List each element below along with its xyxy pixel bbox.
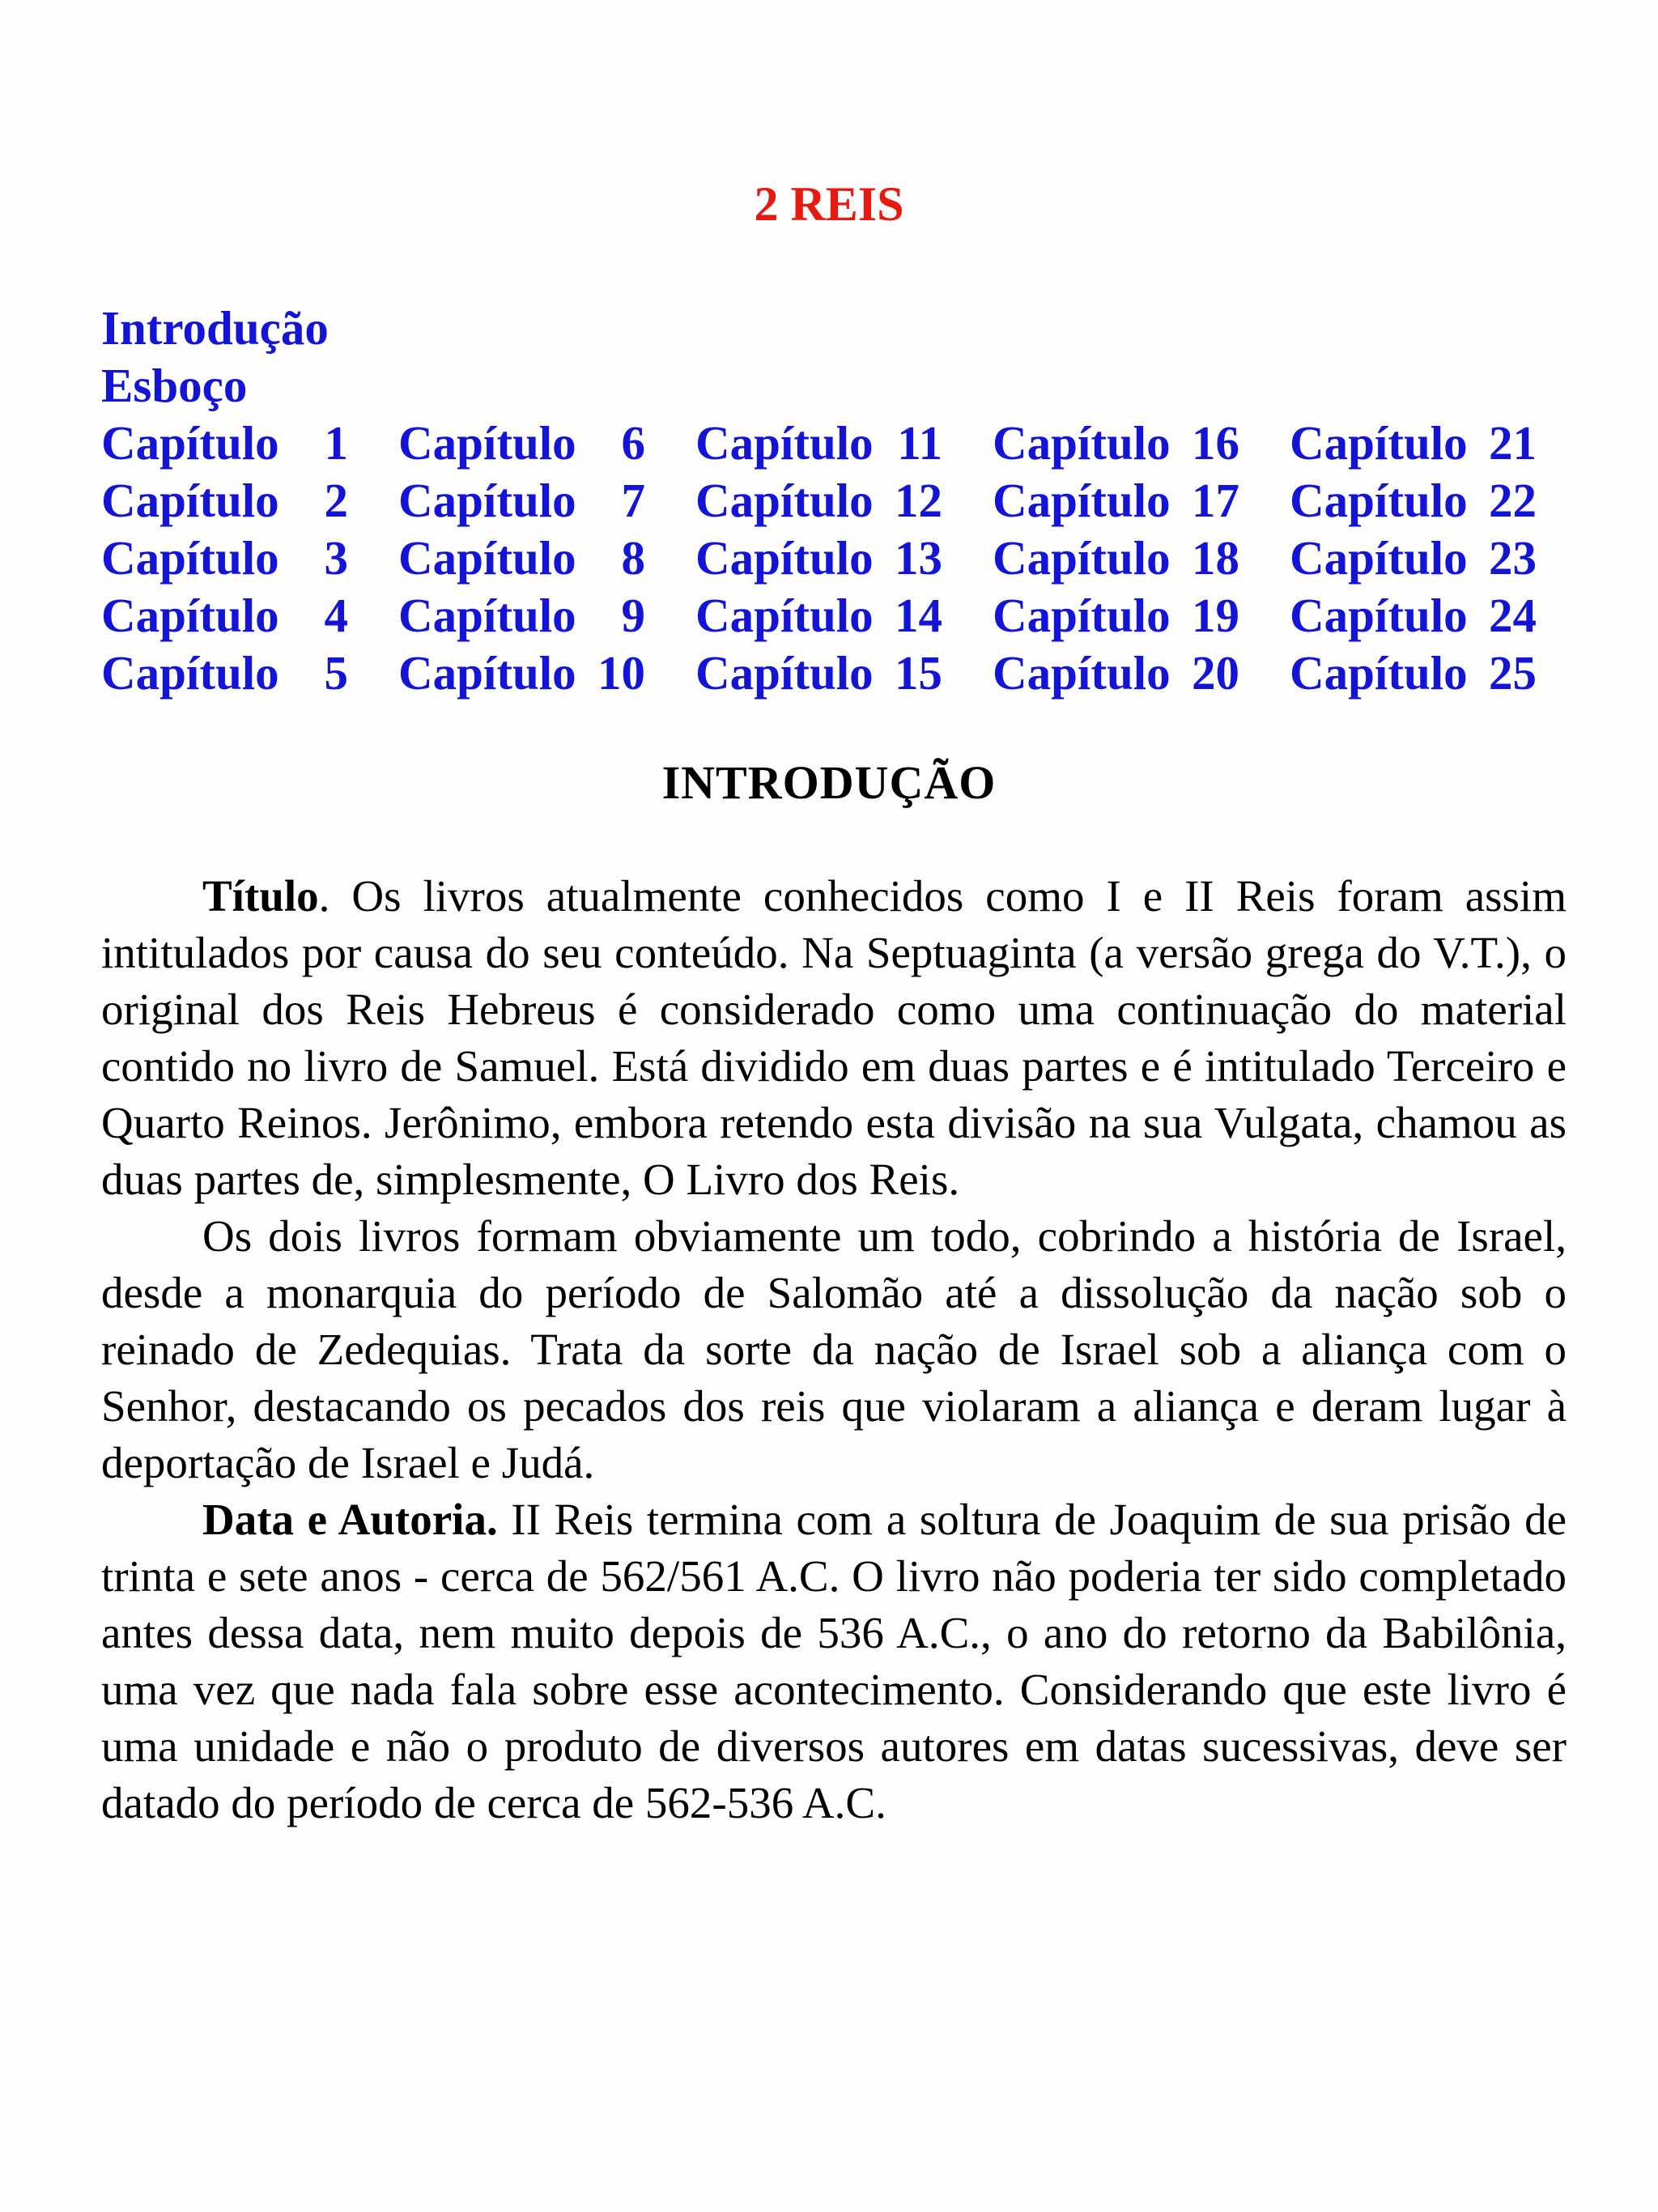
chapter-word: Capítulo: [101, 416, 279, 470]
link-capitulo-12[interactable]: [695, 472, 942, 530]
link-capitulo-19[interactable]: [993, 587, 1239, 644]
chapter-word: Capítulo: [398, 531, 576, 585]
link-capitulo-1[interactable]: [101, 415, 348, 472]
chapter-number: 11: [897, 416, 942, 470]
link-capitulo-11[interactable]: [695, 415, 942, 472]
link-capitulo-7[interactable]: [398, 472, 645, 530]
link-capitulo-18[interactable]: [993, 530, 1239, 587]
link-capitulo-20[interactable]: [993, 644, 1239, 702]
paragraph-text: II Reis termina com a soltura de Joaquim de sua prisão de trinta e sete anos - cerca de 562/561 A.C. O livro não poderia ter sido completado antes dessa data, nem muito depois de 536 A.C., o ano do retorno da Babilônia, uma vez que nada fala sobre esse acontecimento. Considerando que este livro é uma unidade e não o produto de diversos autores em datas sucessivas, deve ser datado do período de cerca de 562-536 A.C.: [101, 1495, 1567, 1827]
paragraph-text: Os dois livros formam obviamente um todo, cobrindo a história de Israel, desde a monarquia do período de Salomão até a dissolução da nação sob o reinado de Zedequias. Trata da sorte da nação de Israel sob a aliança com o Senhor, destacando os pecados dos reis que violaram a aliança e deram lugar à deportação de Israel e Judá.: [101, 1211, 1567, 1487]
link-esboco[interactable]: Esboço: [101, 359, 248, 412]
chapter-word: Capítulo: [695, 531, 874, 585]
chapter-word: Capítulo: [398, 416, 576, 470]
link-capitulo-10[interactable]: [398, 644, 645, 702]
paragraph: [101, 1491, 1567, 1831]
paragraph-text: Os livros atualmente conhecidos como I e II Reis foram assim intitulados por causa do seu conteúdo. Na Septuaginta (a versão grega do V.T.), o original dos Reis Hebreus é considerado como uma continuação do material contido no livro de Samuel. Está dividido em duas partes e é intitulado Terceiro e Quarto Reinos. Jerônimo, embora retendo esta divisão na sua Vulgata, chamou as duas partes de, simplesmente, O Livro dos Reis.: [101, 871, 1567, 1204]
chapter-number: 14: [895, 589, 942, 642]
chapter-number: 16: [1192, 416, 1239, 470]
paragraph-lead-trail: .: [318, 871, 330, 921]
link-capitulo-23[interactable]: [1290, 530, 1537, 587]
chapter-number: 15: [895, 646, 942, 700]
chapter-number: 7: [621, 474, 645, 527]
chapter-links-grid: [101, 415, 1587, 702]
link-capitulo-22[interactable]: [1290, 472, 1537, 530]
chapter-number: 2: [324, 474, 348, 527]
chapter-word: Capítulo: [1290, 474, 1468, 527]
link-capitulo-14[interactable]: [695, 587, 942, 644]
chapter-word: Capítulo: [398, 646, 576, 700]
paragraph-lead: Título: [202, 871, 319, 921]
table-of-contents: [101, 300, 1587, 702]
chapter-number: 8: [621, 531, 645, 585]
chapter-number: 6: [621, 416, 645, 470]
chapter-word: Capítulo: [101, 646, 279, 700]
chapter-word: Capítulo: [695, 474, 874, 527]
link-capitulo-25[interactable]: [1290, 644, 1537, 702]
chapter-number: 12: [895, 474, 942, 527]
chapter-number: 1: [324, 416, 348, 470]
chapter-word: Capítulo: [993, 416, 1171, 470]
chapter-word: Capítulo: [695, 416, 874, 470]
chapter-number: 10: [597, 646, 645, 700]
chapter-word: Capítulo: [993, 589, 1171, 642]
chapter-number: 4: [324, 589, 348, 642]
chapter-word: Capítulo: [398, 589, 576, 642]
paragraph: [101, 868, 1567, 1208]
chapter-word: Capítulo: [1290, 416, 1468, 470]
chapter-word: Capítulo: [1290, 589, 1468, 642]
link-capitulo-21[interactable]: [1290, 415, 1537, 472]
chapter-number: 13: [895, 531, 942, 585]
chapter-word: Capítulo: [993, 474, 1171, 527]
link-capitulo-9[interactable]: [398, 587, 645, 644]
chapter-word: Capítulo: [101, 589, 279, 642]
paragraph: [101, 1208, 1567, 1491]
link-capitulo-5[interactable]: [101, 644, 348, 702]
chapter-word: Capítulo: [1290, 646, 1468, 700]
chapter-word: Capítulo: [101, 531, 279, 585]
chapter-number: 9: [621, 589, 645, 642]
chapter-number: 3: [324, 531, 348, 585]
section-heading-introducao: INTRODUÇÃO: [661, 756, 997, 809]
link-capitulo-13[interactable]: [695, 530, 942, 587]
link-capitulo-8[interactable]: [398, 530, 645, 587]
chapter-word: Capítulo: [101, 474, 279, 527]
paragraph-lead: Data e Autoria.: [202, 1495, 498, 1544]
link-capitulo-6[interactable]: [398, 415, 645, 472]
chapter-number: 19: [1192, 589, 1239, 642]
chapter-word: Capítulo: [695, 589, 874, 642]
book-title: 2 REIS: [754, 177, 904, 231]
chapter-word: Capítulo: [993, 531, 1171, 585]
chapter-number: 22: [1489, 474, 1537, 527]
chapter-word: Capítulo: [695, 646, 874, 700]
chapter-number: 23: [1489, 531, 1537, 585]
chapter-number: 25: [1489, 646, 1537, 700]
chapter-number: 5: [324, 646, 348, 700]
chapter-word: Capítulo: [398, 474, 576, 527]
chapter-number: 24: [1489, 589, 1537, 642]
link-capitulo-24[interactable]: [1290, 587, 1537, 644]
link-capitulo-4[interactable]: [101, 587, 348, 644]
chapter-number: 18: [1192, 531, 1239, 585]
chapter-number: 20: [1192, 646, 1239, 700]
link-capitulo-3[interactable]: [101, 530, 348, 587]
link-capitulo-16[interactable]: [993, 415, 1239, 472]
link-capitulo-15[interactable]: [695, 644, 942, 702]
chapter-number: 17: [1192, 474, 1239, 527]
chapter-number: 21: [1489, 416, 1537, 470]
chapter-word: Capítulo: [993, 646, 1171, 700]
link-introducao[interactable]: Introdução: [101, 301, 329, 355]
link-capitulo-17[interactable]: [993, 472, 1239, 530]
introduction-body: [101, 868, 1567, 1831]
chapter-word: Capítulo: [1290, 531, 1468, 585]
link-capitulo-2[interactable]: [101, 472, 348, 530]
